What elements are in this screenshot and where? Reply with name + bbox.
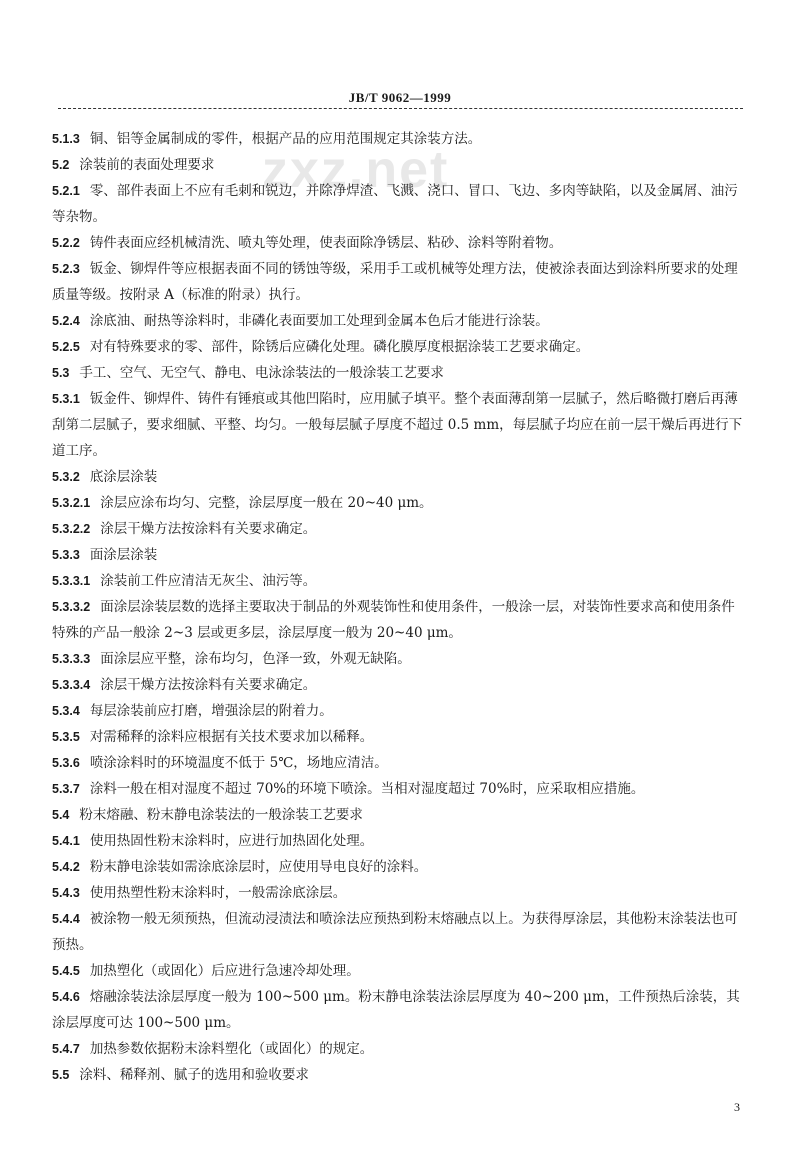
clause: 5.3.5 对需稀释的涂料应根据有关技术要求加以稀释。 (52, 729, 374, 745)
clause: 5.2.2 铸件表面应经机械清洗、喷丸等处理，使表面除净锈层、粘砂、涂料等附着物。 (52, 235, 563, 251)
clause: 5.3.2.2 涂层干燥方法按涂料有关要求确定。 (52, 521, 317, 537)
clause: 5.4.3 使用热塑性粉末涂料时，一般需涂底涂层。 (52, 885, 347, 901)
section-heading: 5.5 涂料、稀释剂、腻子的选用和验收要求 (52, 1067, 309, 1083)
clause: 5.3.1 钣金件、铆焊件、铸件有锤痕或其他凹陷时，应用腻子填平。整个表面薄刮第一层腻子，然后略微打磨后再薄刮第二层腻子，要求细腻、平整、均匀。一般每层腻子厚度不超过 0.5 mm，每层腻子均应在前一层干燥后再进行下道工序。 (52, 391, 743, 459)
section-heading: 5.3 手工、空气、无空气、静电、电泳涂装法的一般涂装工艺要求 (52, 365, 444, 381)
watermark: zxz.net (262, 141, 450, 199)
header-divider (58, 108, 743, 109)
document-body (52, 126, 747, 1088)
clause: 5.4.6 熔融涂装法涂层厚度一般为 100~500 μm。粉末静电涂装法涂层厚度为 40~200 μm，工件预热后涂装，其涂层厚度可达 100~500 μm。 (52, 989, 740, 1031)
standard-code-header: JB/T 9062—1999 (348, 90, 452, 105)
clause: 5.3.3.1 涂装前工件应清洁无灰尘、油污等。 (52, 573, 317, 589)
clause: 5.3.2 底涂层涂装 (52, 469, 158, 485)
clause: 5.3.2.1 涂层应涂布均匀、完整，涂层厚度一般在 20~40 μm。 (52, 495, 433, 511)
page-number: 3 (734, 1100, 740, 1114)
clause: 5.1.3 铜、铝等金属制成的零件，根据产品的应用范围规定其涂装方法。 (52, 131, 482, 147)
clause: 5.3.3.4 涂层干燥方法按涂料有关要求确定。 (52, 677, 317, 693)
clause: 5.2.1 零、部件表面上不应有毛刺和锐边，并除净焊渣、飞溅、浇口、冒口、飞边、多肉等缺陷，以及金属屑、油污等杂物。 (52, 183, 738, 225)
clause: 5.4.1 使用热固性粉末涂料时，应进行加热固化处理。 (52, 833, 374, 849)
clause: 5.3.3.3 面涂层应平整，涂布均匀，色泽一致，外观无缺陷。 (52, 651, 411, 667)
clause: 5.2.4 涂底油、耐热等涂料时，非磷化表面要加工处理到金属本色后才能进行涂装。 (52, 313, 549, 329)
section-heading: 5.4 粉末熔融、粉末静电涂装法的一般涂装工艺要求 (52, 807, 363, 823)
clause: 5.4.4 被涂物一般无须预热，但流动浸渍法和喷涂法应预热到粉末熔融点以上。为获得厚涂层，其他粉末涂装法也可预热。 (52, 911, 738, 953)
clause: 5.3.3.2 面涂层涂装层数的选择主要取决于制品的外观装饰性和使用条件，一般涂一层，对装饰性要求高和使用条件特殊的产品一般涂 2~3 层或更多层，涂层厚度一般为 20~40 μm。 (52, 599, 735, 641)
clause: 5.4.5 加热塑化（或固化）后应进行急速冷却处理。 (52, 963, 360, 979)
clause: 5.2.5 对有特殊要求的零、部件，除锈后应磷化处理。磷化膜厚度根据涂装工艺要求确定。 (52, 339, 590, 355)
clause: 5.4.2 粉末静电涂装如需涂底涂层时，应使用导电良好的涂料。 (52, 859, 428, 875)
clause: 5.3.6 喷涂涂料时的环境温度不低于 5℃，场地应清洁。 (52, 755, 388, 771)
clause: 5.3.3 面涂层涂装 (52, 547, 158, 563)
clause: 5.4.7 加热参数依据粉末涂料塑化（或固化）的规定。 (52, 1041, 374, 1057)
clause: 5.2.3 钣金、铆焊件等应根据表面不同的锈蚀等级，采用手工或机械等处理方法，使被涂表面达到涂料所要求的处理质量等级。按附录 A（标准的附录）执行。 (52, 261, 738, 303)
clause: 5.3.7 涂料一般在相对湿度不超过 70%的环境下喷涂。当相对湿度超过 70%时，应采取相应措施。 (52, 781, 645, 797)
section-heading: 5.2 涂装前的表面处理要求 (52, 157, 215, 173)
clause: 5.3.4 每层涂装前应打磨，增强涂层的附着力。 (52, 703, 333, 719)
